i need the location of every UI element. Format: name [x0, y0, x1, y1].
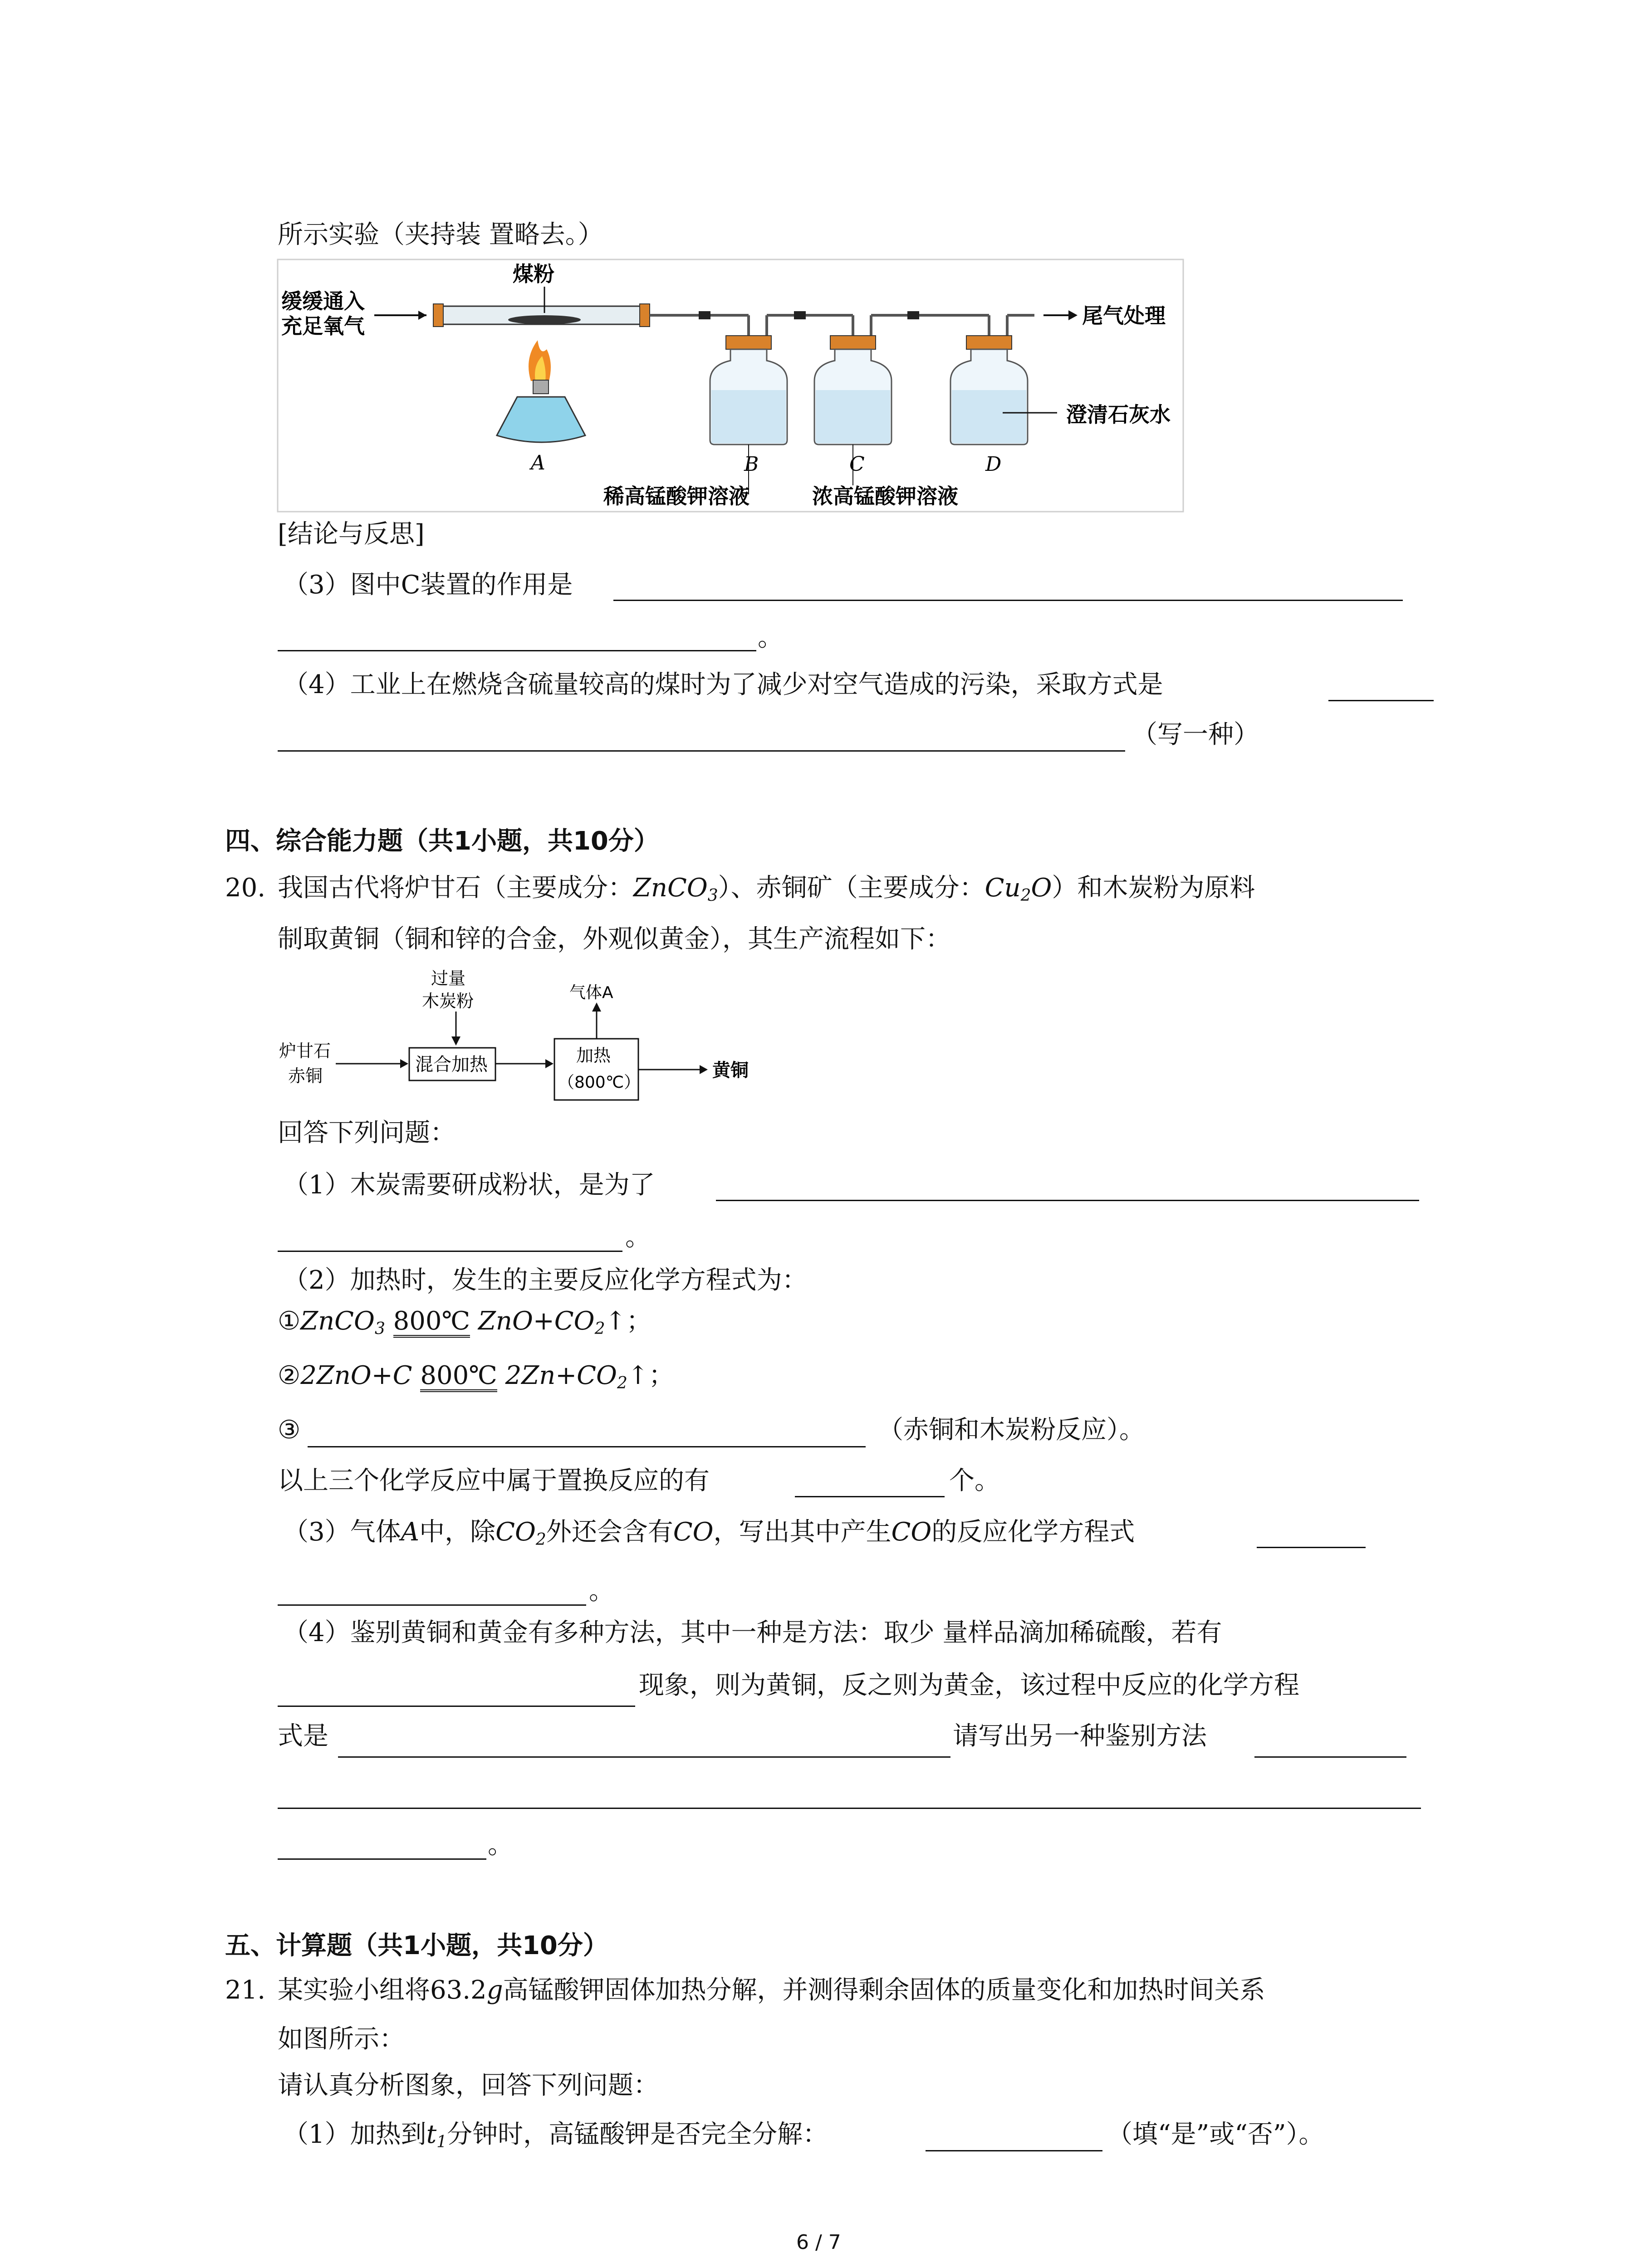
flow-gas: 气体A [569, 983, 613, 1002]
q4-text: （4）工业上在燃烧含硫量较高的煤时为了减少对空气造成的污染，采取方式是 [283, 670, 1163, 699]
q20-count-blank[interactable] [795, 1496, 945, 1497]
q21-number: 21. [225, 1975, 266, 2005]
q21-p1-end: （填“是”或“否”）。 [1107, 2120, 1324, 2149]
equation-2: ②2ZnO+C 800℃ $2Zn+CO_2↑$； [278, 1361, 674, 1393]
q4-end: （写一种） [1132, 720, 1259, 749]
section5-title: 五、计算题（共1小题，共10分） [225, 1931, 608, 1960]
equation-1: ①ZnCO$_3$ 800℃ $ZnO+CO_2↑$； [278, 1306, 652, 1338]
flow-output: 黄铜 [712, 1060, 749, 1081]
q20-p4-blank-3[interactable] [1254, 1756, 1406, 1758]
q3-blank-2[interactable] [278, 650, 756, 651]
q20-number: 20. [225, 873, 266, 903]
q20-p2-text: （2）加热时，发生的主要反应化学方程式为： [283, 1266, 808, 1295]
label-C: C [849, 453, 865, 476]
q4-blank-2[interactable] [278, 750, 1125, 752]
flow-box2-1: 加热 [576, 1046, 611, 1066]
q20-p1-blank-1[interactable] [716, 1200, 1419, 1201]
label-limewater: 澄清石灰水 [1066, 402, 1171, 427]
label-D: D [985, 453, 1002, 476]
q20-p4-line1: （4）鉴别黄铜和黄金有多种方法，其中一种是方法：取少 量样品滴加稀硫酸，若有 [283, 1618, 1222, 1647]
section4-title: 四、综合能力题（共1小题，共10分） [225, 826, 659, 856]
flow-box2-2: （800℃） [558, 1073, 641, 1092]
q3-end: 。 [758, 623, 783, 652]
q20-p4-line3-a: 式是 [278, 1721, 328, 1751]
q20-answer-prompt: 回答下列问题： [278, 1118, 456, 1148]
equation-3-blank[interactable] [308, 1446, 866, 1447]
q20-p3-end: 。 [589, 1576, 614, 1606]
q20-line2: 制取黄铜（铜和锌的合金，外观似黄金），其生产流程如下： [278, 924, 951, 954]
q20-p4-line3-b: 请写出另一种鉴别方法 [953, 1721, 1207, 1751]
q20-p1-text: （1）木炭需要研成粉状，是为了 [283, 1170, 655, 1200]
label-dilute: 稀高锰酸钾溶液 [603, 484, 749, 508]
label-tail: 尾气处理 [1082, 303, 1166, 328]
label-conc: 浓高锰酸钾溶液 [812, 484, 958, 508]
q21-line2: 如图所示： [278, 2024, 405, 2054]
q20-count-text: 以上三个化学反应中属于置换反应的有 [278, 1466, 710, 1496]
q3-blank-1[interactable] [613, 600, 1403, 601]
q4-blank-1[interactable] [1328, 700, 1434, 701]
label-oxygen-2: 充足氧气 [281, 314, 365, 338]
q20-p1-blank-2[interactable] [278, 1251, 622, 1252]
label-B: B [744, 453, 759, 476]
q20-p4-blank-2[interactable] [338, 1756, 950, 1758]
intro-line: 所示实验（夹持装 置略去。） [278, 220, 603, 249]
label-oxygen-1: 缓缓通入 [281, 289, 365, 313]
q20-p4-blank-1[interactable] [278, 1706, 635, 1707]
q21-p1-blank[interactable] [926, 2150, 1102, 2151]
q20-line1: 我国古代将炉甘石（主要成分：ZnCO$_3$）、赤铜矿（主要成分：$Cu_2O$）和木炭粉为原料 [278, 873, 1255, 905]
q20-p3-blank-1[interactable] [1257, 1547, 1366, 1548]
q20-p3-blank-2[interactable] [278, 1604, 586, 1606]
apparatus-diagram [277, 259, 1184, 513]
q21-line3: 请认真分析图象，回答下列问题： [278, 2071, 659, 2100]
flow-input-2: 赤铜 [288, 1066, 323, 1086]
equation-3-note: （赤铜和木炭粉反应）。 [878, 1415, 1145, 1445]
flow-excess-1: 过量 [431, 968, 466, 988]
equation-3-num: ③ [278, 1415, 301, 1445]
q20-p4-end: 。 [488, 1830, 513, 1860]
label-A: A [531, 451, 545, 474]
q21-p1-text: （1）加热到$t_1$分钟时，高锰酸钾是否完全分解： [283, 2120, 828, 2151]
q20-p4-blank-4[interactable] [278, 1808, 1421, 1809]
flow-excess-2: 木炭粉 [422, 991, 474, 1011]
q20-count-end: 个。 [949, 1466, 1000, 1496]
q21-line1: 某实验小组将63.2g高锰酸钾固体加热分解，并测得剩余固体的质量变化和加热时间关系 [278, 1975, 1265, 2005]
q20-p1-end: 。 [625, 1222, 651, 1252]
page-number: 6 / 7 [796, 2231, 841, 2254]
conclusion-heading: [结论与反思] [278, 519, 425, 549]
q3-text: （3）图中C装置的作用是 [283, 570, 573, 600]
label-coal: 煤粉 [513, 262, 554, 286]
flow-chart [277, 966, 785, 1111]
q20-p4-line2: 现象，则为黄铜，反之则为黄金，该过程中反应的化学方程 [639, 1671, 1299, 1700]
q20-p4-blank-5[interactable] [278, 1858, 486, 1860]
q20-p3-text: （3）气体A中，除$CO_2$外还会含有CO，写出其中产生CO的反应化学方程式 [283, 1517, 1135, 1549]
flow-box1: 混合加热 [415, 1054, 488, 1075]
flow-input-1: 炉甘石 [279, 1041, 331, 1061]
